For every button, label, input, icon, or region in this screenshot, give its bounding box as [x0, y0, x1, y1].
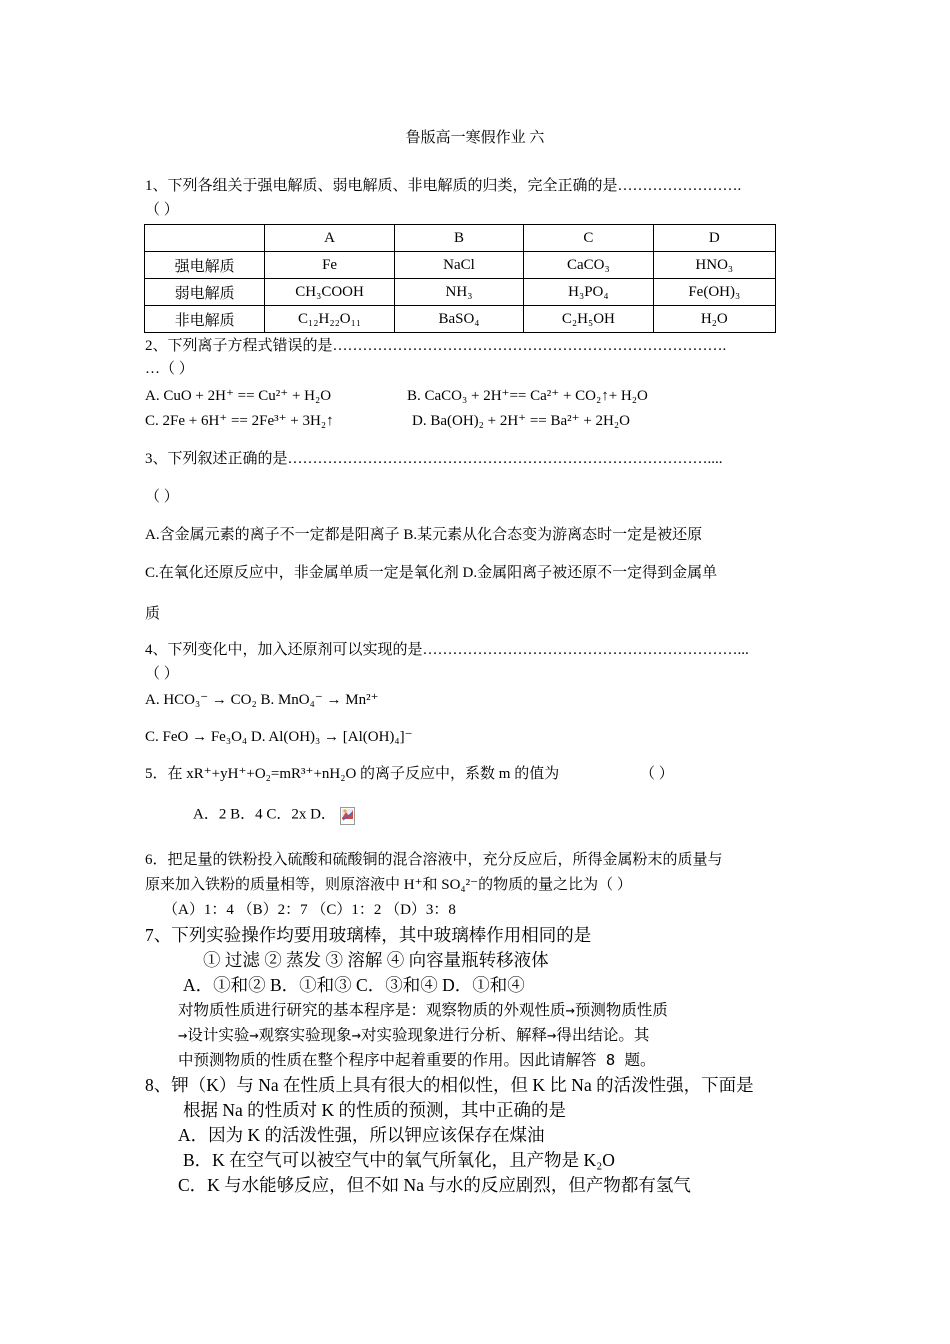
table-header-row [145, 225, 776, 252]
page-title: 鲁版高一寒假作业 六 [405, 130, 545, 146]
q2-option-b: B. CaCO₃ + 2H⁺== Ca²⁺ + CO₂↑+ H₂O [407, 388, 648, 404]
row-label: 非电解质 [145, 306, 265, 333]
q4-answer-paren: （ ） [145, 666, 179, 682]
q8-option-a: A．因为 K 的活泼性强，所以钾应该保存在煤油 [178, 1125, 545, 1145]
table-header-cell: D [653, 225, 775, 252]
q6-stem-line-1: 6．把足量的铁粉投入硫酸和硫酸铜的混合溶液中，充分反应后，所得金属粉末的质量与 [145, 852, 723, 868]
table-cell: CaCO₃ [524, 252, 653, 279]
table-cell: H₃PO₄ [524, 279, 653, 306]
table-cell: BaSO₄ [394, 306, 523, 333]
q4-stem: 4、下列变化中，加入还原剂可以实现的是………………………………………………………... [145, 642, 749, 658]
q6-options: （A）1：4 （B）2：7 （C）1：2 （D）3：8 [163, 902, 456, 918]
missing-image-icon [340, 804, 355, 826]
table-cell: CH₃COOH [265, 279, 394, 306]
table-cell: H₂O [653, 306, 775, 333]
q1-answer-paren: （ ） [145, 202, 179, 218]
table-header-cell: B [394, 225, 523, 252]
q8-stem-line-1: 8、钾（K）与 Na 在性质上具有很大的相似性，但 K 比 Na 的活泼性强，下面是 [145, 1075, 754, 1095]
q5-options: A．2 B．4 C．2x D． [193, 806, 336, 823]
q2-option-c: C. 2Fe + 6H⁺ == 2Fe³⁺ + 3H₂↑ [145, 413, 334, 429]
q7-stem: 7、下列实验操作均要用玻璃棒，其中玻璃棒作用相同的是 [145, 925, 592, 945]
q5-answer-paren: （ ） [640, 766, 674, 782]
q1-stem: 1、下列各组关于强电解质、弱电解质、非电解质的归类，完全正确的是……………………. [145, 178, 742, 194]
table-cell: NH₃ [394, 279, 523, 306]
q3-answer-paren: （ ） [145, 489, 179, 505]
q8-stem-line-2: 根据 Na 的性质对 K 的性质的预测，其中正确的是 [183, 1100, 567, 1120]
q3-options-line-2: C.在氧化还原反应中，非金属单质一定是氧化剂 D.金属阳离子被还原不一定得到金属单 [145, 565, 718, 581]
q7-options: A．①和② B．①和③ C．③和④ D．①和④ [183, 975, 525, 995]
q2-option-a: A. CuO + 2H⁺ == Cu²⁺ + H₂O [145, 388, 332, 404]
q3-options-line-3: 质 [145, 606, 161, 622]
q3-options-line-1: A.含金属元素的离子不一定都是阳离子 B.某元素从化合态变为游离态时一定是被还原 [145, 527, 703, 543]
table-header-cell: A [265, 225, 394, 252]
table-row [145, 279, 776, 306]
table-cell: NaCl [394, 252, 523, 279]
q3-stem: 3、下列叙述正确的是………………………………………………………………………….... [145, 451, 723, 467]
q8-option-c: C．K 与水能够反应，但不如 Na 与水的反应剧烈，但产物都有氢气 [178, 1175, 691, 1195]
table-header-cell: C [524, 225, 653, 252]
table-row [145, 306, 776, 333]
intro-line-3: 中预测物质的性质在整个程序中起着重要的作用。因此请解答 8 题。 [178, 1051, 656, 1069]
intro-line-1: 对物质性质进行研究的基本程序是：观察物质的外观性质→预测物质性质 [178, 1001, 668, 1019]
q5-stem: 5．在 xR⁺+yH⁺+O₂=mR³⁺+nH₂O 的离子反应中，系数 m 的值为 [145, 766, 560, 782]
table-cell: HNO₃ [653, 252, 775, 279]
row-label: 强电解质 [145, 252, 265, 279]
q2-option-d: D. Ba(OH)₂ + 2H⁺ == Ba²⁺ + 2H₂O [412, 413, 630, 429]
q7-items: ① 过滤 ② 蒸发 ③ 溶解 ④ 向容量瓶转移液体 [203, 950, 549, 970]
table-cell: C₁₂H₂₂O₁₁ [265, 306, 394, 333]
table-header-cell [145, 225, 265, 252]
q8-option-b: B．K 在空气可以被空气中的氧气所氧化，且产物是 K₂O [183, 1150, 615, 1170]
table-row [145, 252, 776, 279]
table-cell: Fe(OH)₃ [653, 279, 775, 306]
q4-options-ab: A. HCO₃⁻ → CO₂ B. MnO₄⁻ → Mn²⁺ [145, 692, 379, 708]
q2-stem: 2、下列离子方程式错误的是……………………………………………………………………. [145, 338, 727, 354]
table-cell: Fe [265, 252, 394, 279]
table-cell: C₂H₅OH [524, 306, 653, 333]
q2-answer-paren: …（ ） [145, 361, 194, 377]
q6-stem-line-2: 原来加入铁粉的质量相等，则原溶液中 H⁺和 SO₄²⁻的物质的量之比为（ ） [145, 877, 632, 893]
q4-options-cd: C. FeO → Fe₃O₄ D. Al(OH)₃ → [Al(OH)₄]⁻ [145, 729, 413, 745]
electrolyte-table [144, 224, 776, 333]
intro-line-2: →设计实验→观察实验现象→对实验现象进行分析、解释→得出结论。其 [178, 1026, 650, 1044]
row-label: 弱电解质 [145, 279, 265, 306]
